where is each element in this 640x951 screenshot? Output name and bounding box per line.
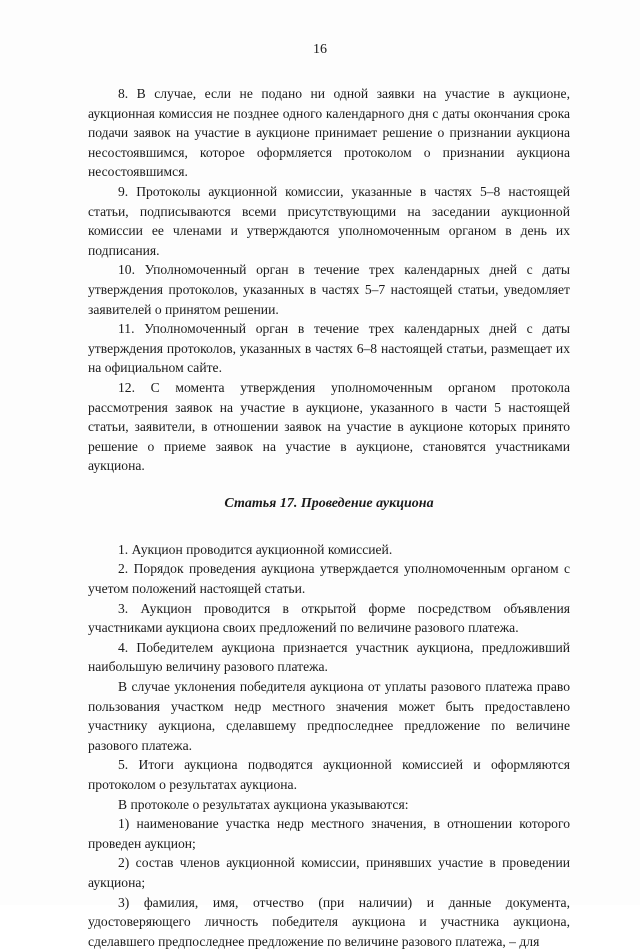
paragraph-16-11: 11. Уполномоченный орган в течение трех календарных дней с даты утверждения протоколов, указанных в частях 6–8 настоящей статьи, размещает их на официальном сайте.: [88, 321, 570, 376]
document-body: [88, 84, 570, 951]
article-paragraph-2: 2. Порядок проведения аукциона утверждается уполномоченным органом с учетом положений настоящей статьи.: [88, 561, 570, 597]
page-number: 16: [313, 42, 327, 57]
article-paragraph-1: 1. Аукцион проводится аукционной комиссией.: [118, 541, 393, 557]
article-paragraph-protocol-intro: В протоколе о результатах аукциона указываются:: [118, 796, 409, 812]
list-item-2: 2) состав членов аукционной комиссии, принявших участие в проведении аукциона;: [88, 855, 570, 890]
paragraph-16-10: 10. Уполномоченный орган в течение трех календарных дней с даты утверждения протоколов, указанных в частях 5–7 настоящей статьи, уведомляет заявителей о принятом решении.: [88, 262, 570, 317]
paragraph-16-12: 12. С момента утверждения уполномоченным органом протокола рассмотрения заявок на участие в аукционе, указанного в части 5 настоящей статьи, заявители, в отношении заявок на участие в аукционе которых принято решение о приеме заявок на участие в аукционе, становятся участниками аукциона.: [88, 379, 570, 474]
paragraph-16-8: 8. В случае, если не подано ни одной заявки на участие в аукционе, аукционная комиссия не позднее одного календарного дня с даты окончания срока подачи заявок на участие в аукционе принимает решение о признании аукциона несостоявшимся, которое оформляется протоколом о признании аукциона несостоявшимся.: [88, 86, 570, 180]
list-item-1: 1) наименование участка недр местного значения, в отношении которого проведен аукцион;: [88, 816, 570, 851]
paragraph-16-9: 9. Протоколы аукционной комиссии, указанные в частях 5–8 настоящей статьи, подписываются всеми присутствующими на заседании аукционной комиссии ее членами и утверждаются уполномоченным органом в день их подписания.: [88, 183, 570, 258]
list-item-3: 3) фамилия, имя, отчество (при наличии) и данные документа, удостоверяющего личность победителя аукциона и участника аукциона, сделавшего предпоследнее предложение по величине разового платежа, – для: [88, 894, 570, 949]
article-paragraph-4-evasion: В случае уклонения победителя аукциона от уплаты разового платежа право пользования участком недр местного значения может быть предоставлено участнику аукциона, сделавшему предпоследнее предложение по величине разового платежа.: [88, 679, 570, 753]
article-paragraph-4: 4. Победителем аукциона признается участник аукциона, предложивший наибольшую величину разового платежа.: [88, 639, 570, 675]
article-paragraph-5: 5. Итоги аукциона подводятся аукционной комиссией и оформляются протоколом о результатах аукциона.: [88, 757, 570, 792]
article-paragraph-3: 3. Аукцион проводится в открытой форме посредством объявления участниками аукциона своих предложений по величине разового платежа.: [88, 600, 570, 636]
article-heading: Статья 17. Проведение аукциона: [224, 495, 434, 511]
